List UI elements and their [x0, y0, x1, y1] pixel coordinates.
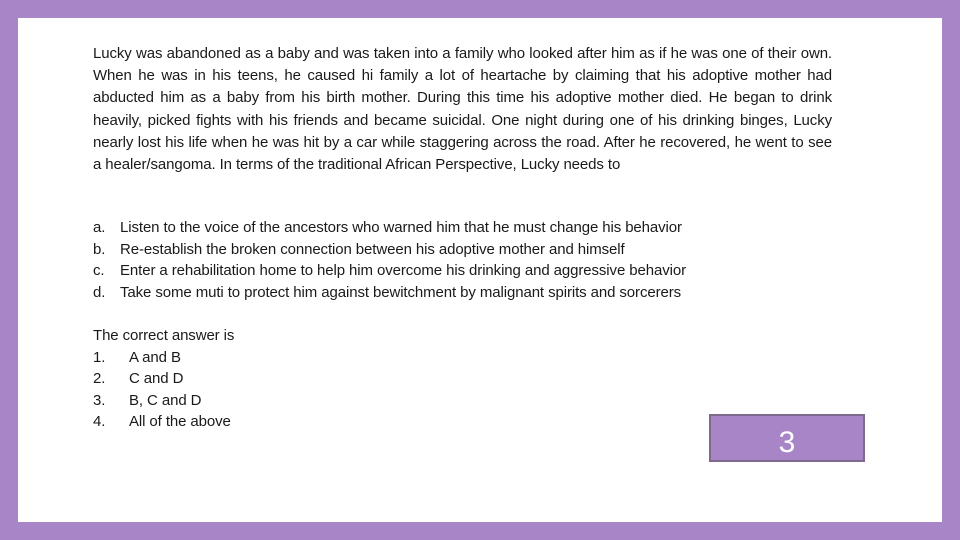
slide-number: 3 — [778, 426, 796, 459]
slide-number-box — [709, 414, 865, 462]
option-marker: a. — [93, 219, 106, 236]
slide — [18, 18, 942, 522]
answer-item-1 — [93, 347, 234, 369]
option-text: Re-establish the broken connection between his adoptive mother and himself — [120, 240, 625, 258]
answer-item-3 — [93, 390, 234, 412]
answer-number: 4. — [93, 413, 106, 431]
option-a — [93, 217, 686, 239]
answer-block — [93, 325, 234, 433]
answer-prompt: The correct answer is — [93, 327, 235, 344]
answer-item-2 — [93, 368, 234, 390]
answer-number: 1. — [93, 348, 106, 366]
answer-item-4 — [93, 411, 234, 433]
options-list — [93, 217, 686, 303]
answer-text: A and B — [129, 348, 181, 366]
option-marker: b. — [93, 240, 106, 258]
option-marker: c. — [93, 262, 105, 280]
answer-text: All of the above — [129, 413, 231, 431]
answer-text: B, C and D — [129, 391, 202, 409]
answer-list — [93, 347, 234, 433]
option-text: Take some muti to protect him against bewitchment by malignant spirits and sorcerers — [120, 283, 682, 301]
option-c — [93, 260, 686, 282]
option-d — [93, 282, 686, 304]
answer-number: 3. — [93, 391, 106, 409]
answer-number: 2. — [93, 370, 106, 388]
option-marker: d. — [93, 283, 106, 301]
option-b — [93, 239, 686, 261]
option-text: Enter a rehabilitation home to help him overcome his drinking and aggressive behavior — [120, 262, 686, 280]
question-text: Lucky was abandoned as a baby and was taken into a family who looked after him as if he was one of their own. When he was in his teens, he caused hi family a lot of heartache by claiming that his adoptive mother had abducted him as a baby from his birth mother. During this time his adoptive mother died. He began to drink heavily, picked fights with his friends and became suicidal. One night during one of his drinking binges, Lucky nearly lost his life when he was hit by a car while staggering across the road. After he recovered, he went to see a healer/sangoma. In terms of the traditional African Perspective, Lucky needs to — [93, 45, 832, 174]
answer-text: C and D — [129, 370, 184, 388]
option-text: Listen to the voice of the ancestors who warned him that he must change his behavior — [120, 219, 682, 236]
